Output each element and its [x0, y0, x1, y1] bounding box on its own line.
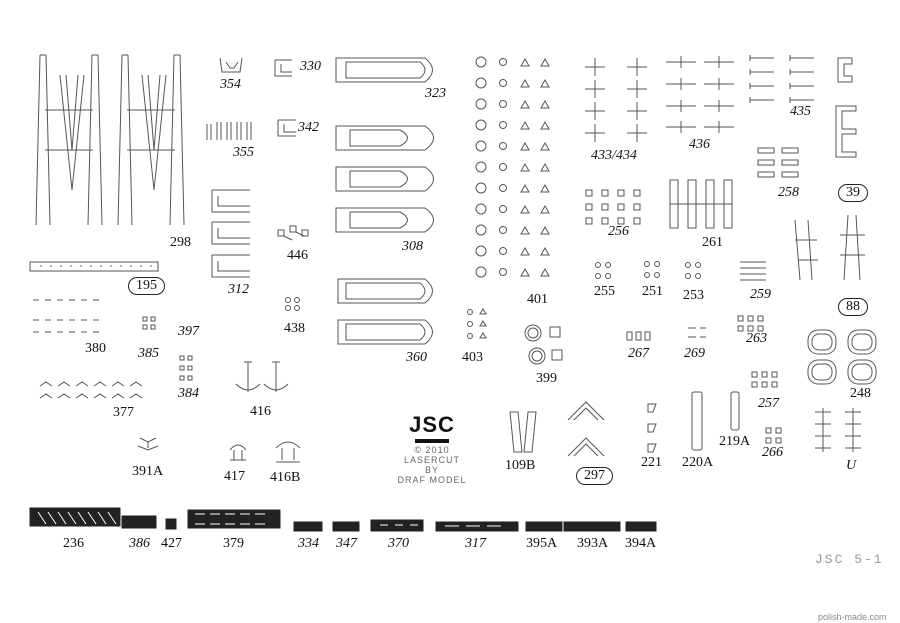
label-195: 195 — [128, 277, 165, 295]
label-391A: 391A — [132, 464, 164, 479]
label-259: 259 — [750, 287, 771, 302]
part-109B-297 — [510, 402, 604, 456]
brand-copyright: © 2010 — [414, 445, 450, 455]
brand-logo: JSC — [409, 412, 455, 437]
part-258 — [758, 148, 798, 177]
part-bottom-strips — [30, 508, 656, 531]
label-88: 88 — [838, 298, 868, 316]
label-39: 39 — [838, 184, 868, 202]
part-88-frames — [795, 215, 865, 280]
sheet-code: JSC 5-1 — [815, 552, 884, 567]
part-261 — [670, 180, 732, 228]
label-354: 354 — [220, 77, 241, 92]
label-317: 317 — [465, 536, 486, 551]
label-266: 266 — [762, 445, 783, 460]
part-39-frames — [836, 58, 856, 157]
part-259 — [740, 262, 766, 280]
label-401: 401 — [527, 292, 548, 307]
brand-line2: DRAF MODEL — [397, 475, 467, 485]
brand-line1: LASERCUT BY — [403, 455, 460, 475]
part-312-frames — [212, 190, 250, 277]
label-384: 384 — [178, 386, 199, 401]
label-446: 446 — [287, 248, 308, 263]
label-355: 355 — [233, 145, 254, 160]
label-248: 248 — [850, 386, 871, 401]
label-323: 323 — [425, 86, 446, 101]
label-221: 221 — [641, 455, 662, 470]
label-386: 386 — [129, 536, 150, 551]
label-370: 370 — [388, 536, 409, 551]
part-416-anchors — [236, 362, 288, 392]
part-257 — [752, 372, 777, 387]
label-403: 403 — [462, 350, 483, 365]
part-435-pins — [750, 55, 814, 103]
label-438: 438 — [284, 321, 305, 336]
label-380: 380 — [85, 341, 106, 356]
label-298: 298 — [170, 235, 191, 250]
label-399: 399 — [536, 371, 557, 386]
part-380-377 — [33, 300, 192, 398]
label-360: 360 — [406, 350, 427, 365]
part-403 — [468, 309, 487, 339]
label-416: 416 — [250, 404, 271, 419]
part-417-416B — [230, 442, 300, 462]
label-330: 330 — [300, 59, 321, 74]
label-297: 297 — [576, 467, 613, 485]
label-436: 436 — [689, 137, 710, 152]
label-263: 263 — [746, 331, 767, 346]
label-219A: 219A — [719, 434, 751, 449]
part-U — [815, 408, 861, 452]
part-399-rings — [525, 325, 562, 364]
label-377: 377 — [113, 405, 134, 420]
label-397: 397 — [178, 324, 199, 339]
part-256 — [586, 190, 640, 224]
part-446-438 — [278, 226, 308, 311]
source-watermark: polish-made.com — [818, 612, 887, 622]
label-435: 435 — [790, 104, 811, 119]
label-253: 253 — [683, 288, 704, 303]
part-255-251-253 — [596, 262, 701, 279]
part-401-grid — [476, 57, 549, 277]
label-394A: 394A — [625, 536, 657, 551]
label-255: 255 — [594, 284, 615, 299]
label-261: 261 — [702, 235, 723, 250]
label-258: 258 — [778, 185, 799, 200]
part-boats — [336, 58, 434, 344]
label-395A: 395A — [526, 536, 558, 551]
label-385: 385 — [138, 346, 159, 361]
label-342: 342 — [298, 120, 319, 135]
label-334: 334 — [298, 536, 319, 551]
label-U: U — [846, 458, 857, 473]
label-256: 256 — [608, 224, 629, 239]
label-312: 312 — [228, 282, 249, 297]
label-220A: 220A — [682, 455, 714, 470]
brand-block — [397, 412, 467, 485]
part-355-bars — [207, 122, 251, 140]
label-109B: 109B — [505, 458, 536, 473]
part-248-drums — [808, 330, 876, 384]
part-298-frames — [36, 55, 184, 225]
brand-bar — [415, 439, 449, 443]
label-251: 251 — [642, 284, 663, 299]
label-433-434: 433/434 — [591, 148, 637, 163]
label-379: 379 — [223, 536, 244, 551]
label-267: 267 — [628, 346, 649, 361]
label-308: 308 — [402, 239, 423, 254]
label-417: 417 — [224, 469, 245, 484]
part-433-436-stars — [585, 56, 734, 142]
label-393A: 393A — [577, 536, 609, 551]
part-195-strip — [30, 262, 158, 271]
label-257: 257 — [758, 396, 779, 411]
label-236: 236 — [63, 536, 84, 551]
part-391A — [138, 438, 158, 450]
label-347: 347 — [336, 536, 357, 551]
label-269: 269 — [684, 346, 705, 361]
label-416B: 416B — [270, 470, 301, 485]
label-427: 427 — [161, 536, 182, 551]
part-267-269-263 — [627, 316, 763, 340]
